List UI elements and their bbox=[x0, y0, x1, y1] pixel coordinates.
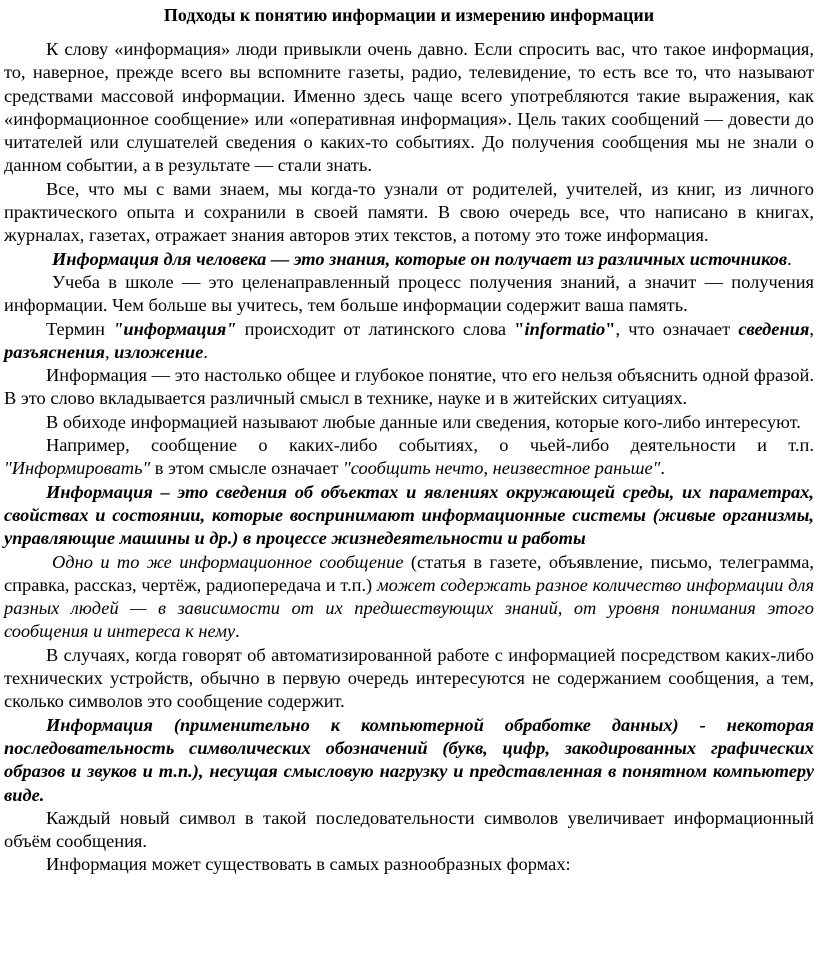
paragraph-4: Учеба в школе — это целенаправленный процесс получения знаний, а значит — получения информации. Чем больше вы учитесь, тем больше информации содержит ваша память. bbox=[4, 271, 814, 316]
paragraph-12-definition: Информация (применительно к компьютерной обработке данных) - некоторая последовательность символических обозначений (букв, цифр, закодированных графических образов и звуков и т.п.), несущая смысловую нагрузку и представленная в понятном компьютеру виде. bbox=[4, 714, 814, 805]
paragraph-9-definition: Информация – это сведения об объектах и явлениях окружающей среды, их параметрах, свойствах и состоянии, которые воспринимают информационные системы (живые организмы, управляющие машины и др.) в процессе жизнедеятельности и работы bbox=[4, 481, 814, 549]
meaning-razyasneniya: разъяснения bbox=[4, 341, 105, 362]
term-informatsiya: "информация" bbox=[113, 318, 237, 339]
definition-human-knowledge: Информация для человека — это знания, которые он получает из различных источников bbox=[52, 248, 788, 269]
paragraph-7: В обиходе информацией называют любые данные или сведения, которые кого-либо интересуют. bbox=[46, 411, 801, 432]
document-title: Подходы к понятию информации и измерению информации bbox=[163, 5, 655, 25]
paragraph-3-definition: Информация для человека — это знания, которые он получает из различных источников. bbox=[52, 248, 792, 269]
paragraph-13: Каждый новый символ в такой последовательности символов увеличивает информационный объём сообщения. bbox=[4, 807, 814, 852]
paragraph-1: К слову «информация» люди привыкли очень давно. Если спросить вас, что такое информация, то, наверное, прежде всего вы вспомните газеты, радио, телевидение, то есть все то, что называют средствами массовой информации. Именно здесь чаще всего употребляются такие выражения, как «информационное сообщение» или «оперативная информация». Цель таких сообщений — довести до читателей или слушателей сведения о каких-то событиях. До получения сообщения мы не знали о данном событии, а в результате — стали знать. bbox=[4, 39, 814, 176]
term-informatio: informatio bbox=[524, 318, 606, 339]
paragraph-8: Например, сообщение о каких-либо событиях, о чьей-либо деятельности и т.п. "Информировать" в этом смысле означает "сообщить нечто, неизвестное раньше". bbox=[4, 435, 814, 479]
paragraph-5-etymology: Термин "информация" происходит от латинского слова "informatio", что означает сведения, разъяснения, изложение. bbox=[4, 318, 814, 362]
paragraph-2: Все, что мы с вами знаем, мы когда-то узнали от родителей, учителей, из книг, из личного практического опыта и сохранили в своей памяти. В свою очередь все, что написано в книгах, журналах, газетах, отражает знания авторов этих текстов, а потому это тоже информация. bbox=[4, 178, 814, 246]
paragraph-10: Одно и то же информационное сообщение (статья в газете, объявление, письмо, телеграмма, справка, рассказ, чертёж, радиопередача и т.п.) может содержать разное количество информации для разных людей — в зависимости от их предшествующих знаний, от уровня понимания этого сообщения и интереса к нему. bbox=[4, 551, 814, 642]
meaning-svedeniya: сведения bbox=[738, 318, 810, 339]
paragraph-11: В случаях, когда говорят об автоматизированной работе с информацией посредством каких-либо технических устройств, обычно в первую очередь интересуются не содержанием сообщения, а тем, сколько символов это сообщение содержит. bbox=[4, 644, 814, 712]
meaning-izlozhenie: изложение bbox=[114, 341, 204, 362]
paragraph-14: Информация может существовать в самых разнообразных формах: bbox=[46, 854, 571, 875]
paragraph-6: Информация — это настолько общее и глубокое понятие, что его нельзя объяснить одной фразой. В это слово вкладывается различный смысл в технике, науке и в житейских ситуациях. bbox=[4, 365, 814, 409]
